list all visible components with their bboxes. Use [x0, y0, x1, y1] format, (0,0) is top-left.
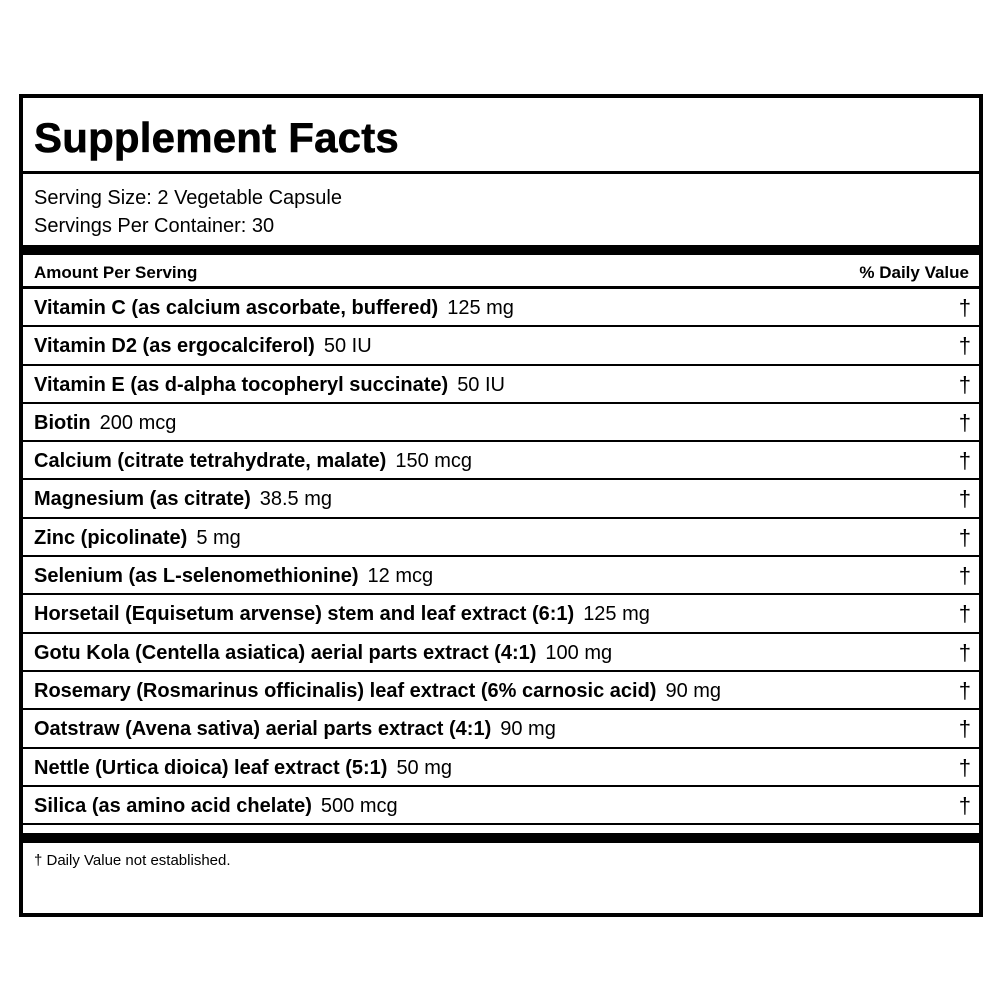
nutrient-name: Gotu Kola (Centella asiatica) aerial parts extract (4:1) — [34, 641, 537, 664]
nutrient-amount: 125 mg — [583, 603, 650, 626]
nutrient-row — [23, 404, 979, 442]
nutrient-amount: 200 mcg — [99, 411, 177, 434]
nutrient-line — [34, 297, 514, 319]
nutrient-line — [34, 757, 452, 779]
servings-per-container: Servings Per Container: 30 — [34, 215, 275, 237]
nutrient-row — [23, 595, 979, 633]
nutrient-name: Vitamin E (as d-alpha tocopheryl succinate) — [34, 373, 449, 396]
daily-value-dagger: † — [958, 486, 971, 512]
nutrient-row — [23, 634, 979, 672]
nutrient-name: Horsetail (Equisetum arvense) stem and leaf extract (6:1) — [34, 603, 575, 626]
nutrient-row — [23, 366, 979, 404]
nutrient-name: Zinc (picolinate) — [34, 526, 188, 549]
nutrient-line — [34, 795, 398, 817]
nutrient-line — [34, 642, 612, 664]
nutrient-row — [23, 672, 979, 710]
nutrient-amount: 90 mg — [665, 679, 722, 702]
thick-divider-bottom — [23, 833, 979, 843]
nutrient-row — [23, 557, 979, 595]
nutrient-amount: 50 mg — [396, 756, 453, 779]
nutrient-amount: 125 mg — [447, 297, 514, 319]
supplement-facts-panel — [19, 94, 983, 917]
nutrient-amount: 12 mcg — [367, 565, 434, 588]
nutrient-amount: 150 mcg — [395, 450, 473, 473]
nutrient-name: Oatstraw (Avena sativa) aerial parts extract (4:1) — [34, 718, 492, 741]
daily-value-dagger: † — [958, 448, 971, 474]
nutrient-amount: 5 mg — [196, 526, 241, 549]
daily-value-dagger: † — [958, 524, 971, 550]
nutrient-row — [23, 519, 979, 557]
serving-info — [34, 184, 342, 240]
nutrient-row — [23, 289, 979, 327]
label-title: Supplement Facts — [34, 114, 399, 161]
nutrient-line — [34, 374, 505, 396]
nutrient-line — [34, 335, 372, 357]
nutrient-row — [23, 327, 979, 365]
daily-value-dagger: † — [958, 371, 971, 397]
nutrient-line — [34, 412, 176, 434]
daily-value-header: % Daily Value — [859, 263, 969, 282]
daily-value-dagger: † — [958, 295, 971, 320]
nutrient-name: Nettle (Urtica dioica) leaf extract (5:1) — [34, 756, 388, 779]
nutrient-name: Silica (as amino acid chelate) — [34, 794, 312, 817]
amount-per-serving-header: Amount Per Serving — [34, 263, 198, 282]
daily-value-dagger: † — [958, 563, 971, 589]
daily-value-dagger: † — [958, 792, 971, 818]
nutrient-amount: 50 IU — [457, 373, 505, 396]
daily-value-dagger: † — [958, 333, 971, 359]
nutrient-name: Vitamin D2 (as ergocalciferol) — [34, 335, 315, 358]
nutrient-line — [34, 603, 650, 625]
nutrient-amount: 100 mg — [545, 641, 613, 664]
thick-divider-top — [23, 245, 979, 255]
nutrient-line — [34, 488, 332, 510]
nutrient-line — [34, 565, 433, 587]
daily-value-dagger: † — [958, 409, 971, 435]
daily-value-footnote: † Daily Value not established. — [34, 852, 231, 869]
nutrient-line — [34, 680, 721, 702]
nutrient-amount: 500 mcg — [320, 794, 398, 817]
nutrient-amount: 90 mg — [500, 718, 556, 741]
daily-value-dagger: † — [958, 601, 971, 627]
nutrient-line — [34, 450, 472, 472]
nutrient-row — [23, 749, 979, 787]
nutrient-row — [23, 442, 979, 480]
nutrient-amount: 50 IU — [323, 335, 372, 358]
daily-value-dagger: † — [958, 639, 971, 665]
nutrient-row — [23, 787, 979, 825]
daily-value-dagger: † — [958, 716, 971, 742]
nutrient-row — [23, 480, 979, 518]
serving-size: Serving Size: 2 Vegetable Capsule — [34, 187, 342, 209]
nutrient-amount: 38.5 mg — [259, 488, 332, 511]
nutrient-line — [34, 718, 556, 740]
nutrient-name: Selenium (as L-selenomethionine) — [34, 565, 359, 588]
nutrient-row — [23, 710, 979, 748]
nutrient-name: Biotin — [34, 411, 91, 434]
nutrient-table — [23, 289, 979, 825]
nutrient-name: Calcium (citrate tetrahydrate, malate) — [34, 450, 387, 473]
nutrient-line — [34, 527, 241, 549]
daily-value-dagger: † — [958, 677, 971, 703]
column-header-row — [23, 255, 979, 289]
nutrient-name: Rosemary (Rosmarinus officinalis) leaf extract (6% carnosic acid) — [34, 679, 657, 702]
daily-value-dagger: † — [958, 754, 971, 780]
nutrient-name: Magnesium (as citrate) — [34, 488, 251, 511]
nutrient-name: Vitamin C (as calcium ascorbate, buffered) — [34, 297, 439, 319]
title-divider — [23, 171, 979, 174]
